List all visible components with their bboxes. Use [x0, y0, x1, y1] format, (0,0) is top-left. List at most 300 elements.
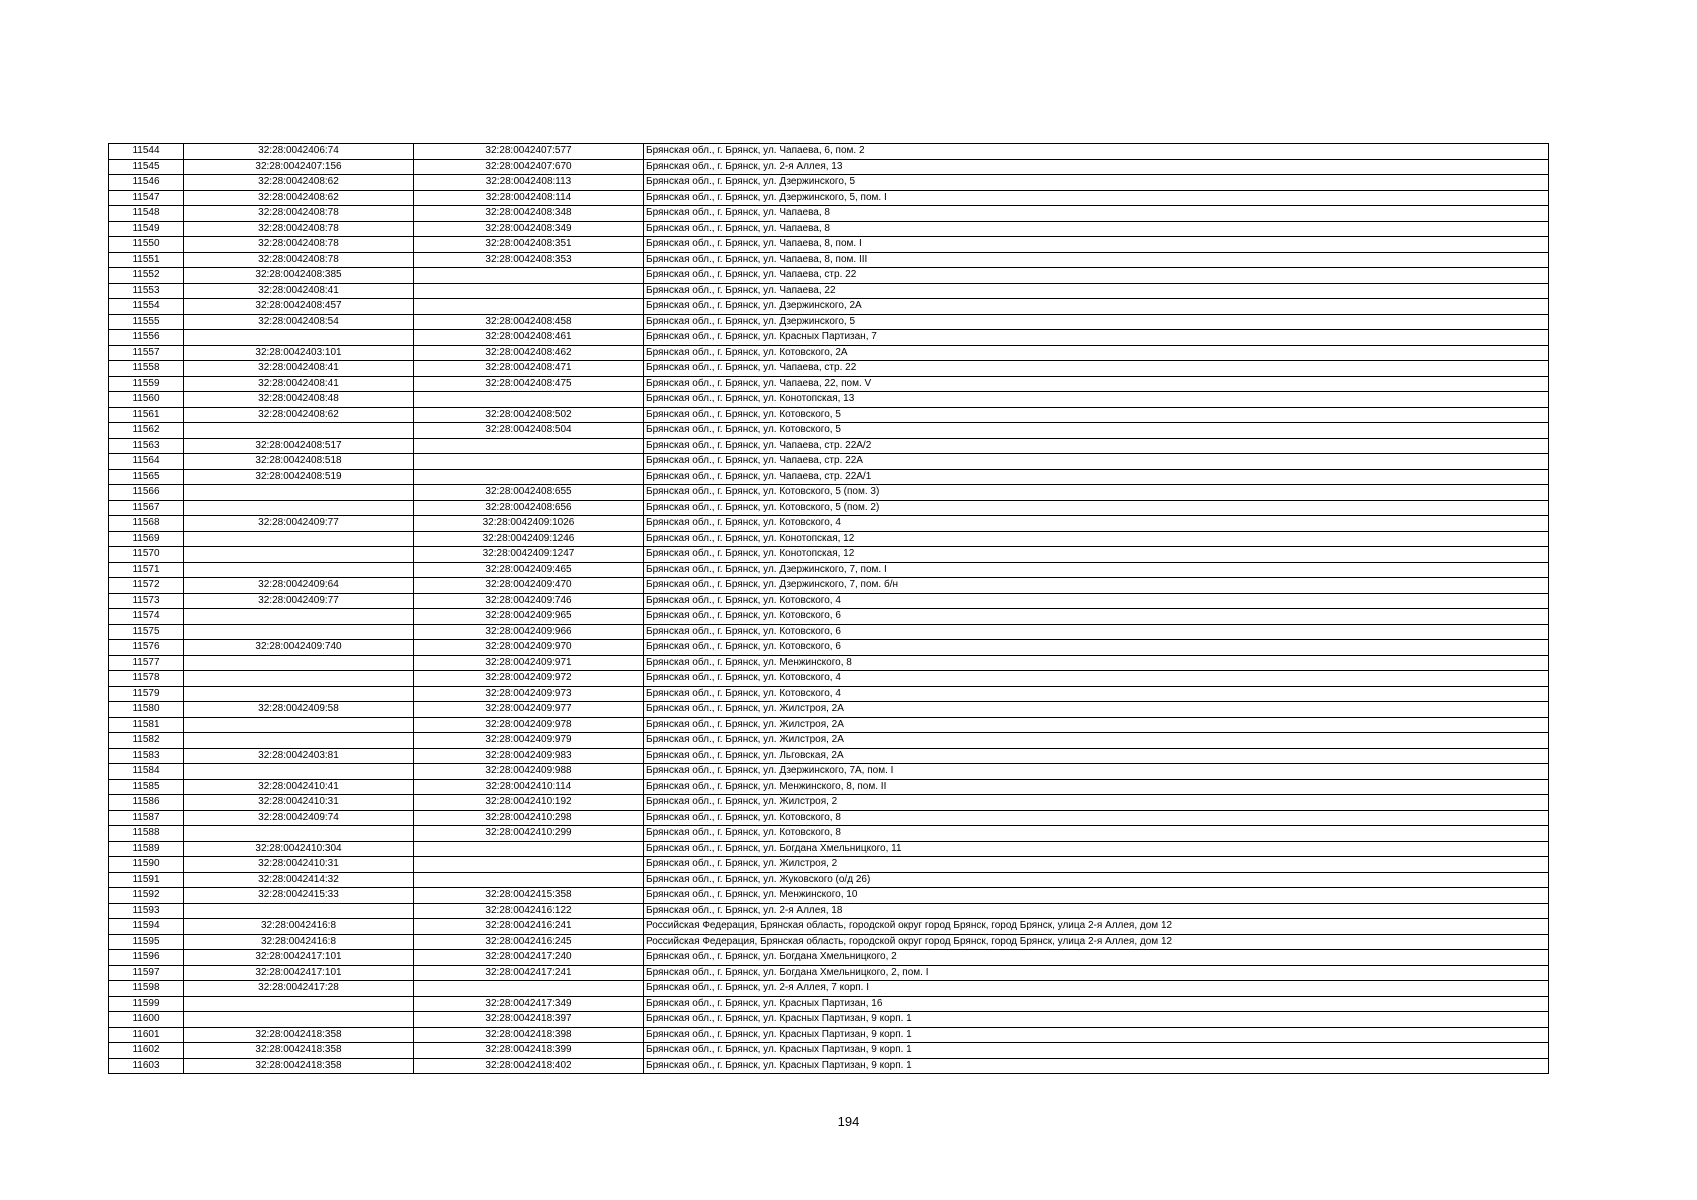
table-row: [109, 578, 1549, 594]
address-cell: Брянская обл., г. Брянск, ул. Чапаева, 8: [644, 221, 1549, 237]
parcel-cadastral-number-cell: [184, 733, 414, 749]
row-number-cell: 11553: [109, 283, 184, 299]
row-number-cell: 11565: [109, 469, 184, 485]
address-cell: Брянская обл., г. Брянск, ул. Дзержинского, 2А: [644, 299, 1549, 315]
object-cadastral-number-cell: 32:28:0042409:979: [414, 733, 644, 749]
object-cadastral-number-cell: [414, 469, 644, 485]
object-cadastral-number-cell: 32:28:0042408:471: [414, 361, 644, 377]
parcel-cadastral-number-cell: [184, 764, 414, 780]
object-cadastral-number-cell: 32:28:0042409:970: [414, 640, 644, 656]
object-cadastral-number-cell: 32:28:0042415:358: [414, 888, 644, 904]
object-cadastral-number-cell: 32:28:0042409:746: [414, 593, 644, 609]
row-number-cell: 11545: [109, 159, 184, 175]
table-row: [109, 686, 1549, 702]
address-cell: Брянская обл., г. Брянск, ул. Богдана Хмельницкого, 2: [644, 950, 1549, 966]
parcel-cadastral-number-cell: 32:28:0042409:64: [184, 578, 414, 594]
address-cell: Брянская обл., г. Брянск, ул. Котовского, 2А: [644, 345, 1549, 361]
table-row: [109, 1058, 1549, 1074]
object-cadastral-number-cell: 32:28:0042418:398: [414, 1027, 644, 1043]
parcel-cadastral-number-cell: 32:28:0042416:8: [184, 934, 414, 950]
parcel-cadastral-number-cell: 32:28:0042408:48: [184, 392, 414, 408]
row-number-cell: 11593: [109, 903, 184, 919]
address-cell: Брянская обл., г. Брянск, ул. Котовского, 5: [644, 423, 1549, 439]
row-number-cell: 11591: [109, 872, 184, 888]
address-cell: Брянская обл., г. Брянск, ул. Дзержинского, 7, пом. б/н: [644, 578, 1549, 594]
table-row: [109, 764, 1549, 780]
row-number-cell: 11580: [109, 702, 184, 718]
parcel-cadastral-number-cell: 32:28:0042410:31: [184, 795, 414, 811]
parcel-cadastral-number-cell: [184, 330, 414, 346]
row-number-cell: 11597: [109, 965, 184, 981]
object-cadastral-number-cell: [414, 857, 644, 873]
object-cadastral-number-cell: 32:28:0042417:241: [414, 965, 644, 981]
object-cadastral-number-cell: 32:28:0042410:298: [414, 810, 644, 826]
row-number-cell: 11555: [109, 314, 184, 330]
address-cell: Брянская обл., г. Брянск, ул. Чапаева, 8: [644, 206, 1549, 222]
row-number-cell: 11560: [109, 392, 184, 408]
address-cell: Брянская обл., г. Брянск, ул. Жилстроя, 2: [644, 857, 1549, 873]
address-cell: Брянская обл., г. Брянск, ул. Жуковского (о/д 26): [644, 872, 1549, 888]
table-row: [109, 903, 1549, 919]
row-number-cell: 11581: [109, 717, 184, 733]
object-cadastral-number-cell: 32:28:0042409:973: [414, 686, 644, 702]
table-row: [109, 779, 1549, 795]
row-number-cell: 11590: [109, 857, 184, 873]
row-number-cell: 11594: [109, 919, 184, 935]
address-cell: Брянская обл., г. Брянск, ул. Чапаева, стр. 22: [644, 268, 1549, 284]
object-cadastral-number-cell: 32:28:0042416:245: [414, 934, 644, 950]
table-row: [109, 516, 1549, 532]
object-cadastral-number-cell: [414, 283, 644, 299]
row-number-cell: 11576: [109, 640, 184, 656]
parcel-cadastral-number-cell: [184, 624, 414, 640]
address-cell: Брянская обл., г. Брянск, ул. Котовского, 5 (пом. 2): [644, 500, 1549, 516]
address-cell: Брянская обл., г. Брянск, ул. Чапаева, 8, пом. I: [644, 237, 1549, 253]
row-number-cell: 11559: [109, 376, 184, 392]
parcel-cadastral-number-cell: 32:28:0042408:78: [184, 206, 414, 222]
address-cell: Брянская обл., г. Брянск, ул. Котовского, 8: [644, 826, 1549, 842]
parcel-cadastral-number-cell: 32:28:0042403:101: [184, 345, 414, 361]
address-cell: Брянская обл., г. Брянск, ул. Дзержинского, 5: [644, 314, 1549, 330]
table-row: [109, 593, 1549, 609]
table-row: [109, 1043, 1549, 1059]
table-row: [109, 857, 1549, 873]
object-cadastral-number-cell: 32:28:0042416:241: [414, 919, 644, 935]
parcel-cadastral-number-cell: 32:28:0042408:41: [184, 376, 414, 392]
parcel-cadastral-number-cell: 32:28:0042407:156: [184, 159, 414, 175]
parcel-cadastral-number-cell: 32:28:0042406:74: [184, 144, 414, 160]
table-row: [109, 531, 1549, 547]
row-number-cell: 11552: [109, 268, 184, 284]
row-number-cell: 11554: [109, 299, 184, 315]
parcel-cadastral-number-cell: 32:28:0042408:41: [184, 361, 414, 377]
parcel-cadastral-number-cell: 32:28:0042408:457: [184, 299, 414, 315]
table-row: [109, 826, 1549, 842]
object-cadastral-number-cell: 32:28:0042418:402: [414, 1058, 644, 1074]
object-cadastral-number-cell: 32:28:0042417:349: [414, 996, 644, 1012]
row-number-cell: 11575: [109, 624, 184, 640]
object-cadastral-number-cell: 32:28:0042410:192: [414, 795, 644, 811]
object-cadastral-number-cell: 32:28:0042418:397: [414, 1012, 644, 1028]
object-cadastral-number-cell: 32:28:0042409:983: [414, 748, 644, 764]
object-cadastral-number-cell: [414, 872, 644, 888]
table-row: [109, 438, 1549, 454]
parcel-cadastral-number-cell: 32:28:0042417:28: [184, 981, 414, 997]
row-number-cell: 11564: [109, 454, 184, 470]
table-row: [109, 268, 1549, 284]
table-row: [109, 361, 1549, 377]
object-cadastral-number-cell: 32:28:0042409:470: [414, 578, 644, 594]
object-cadastral-number-cell: 32:28:0042408:656: [414, 500, 644, 516]
parcel-cadastral-number-cell: [184, 903, 414, 919]
object-cadastral-number-cell: 32:28:0042409:972: [414, 671, 644, 687]
object-cadastral-number-cell: [414, 392, 644, 408]
parcel-cadastral-number-cell: 32:28:0042408:62: [184, 190, 414, 206]
row-number-cell: 11601: [109, 1027, 184, 1043]
row-number-cell: 11579: [109, 686, 184, 702]
object-cadastral-number-cell: 32:28:0042408:458: [414, 314, 644, 330]
parcel-cadastral-number-cell: 32:28:0042408:518: [184, 454, 414, 470]
table-row: [109, 469, 1549, 485]
parcel-cadastral-number-cell: 32:28:0042414:32: [184, 872, 414, 888]
object-cadastral-number-cell: 32:28:0042409:1026: [414, 516, 644, 532]
table-row: [109, 810, 1549, 826]
table-row: [109, 888, 1549, 904]
address-cell: Брянская обл., г. Брянск, ул. Чапаева, 22: [644, 283, 1549, 299]
table-row: [109, 283, 1549, 299]
row-number-cell: 11556: [109, 330, 184, 346]
address-cell: Российская Федерация, Брянская область, городской округ город Брянск, город Брянск, улица 2-я Аллея, дом 12: [644, 919, 1549, 935]
address-cell: Брянская обл., г. Брянск, ул. Котовского, 4: [644, 686, 1549, 702]
address-cell: Брянская обл., г. Брянск, ул. Дзержинского, 7, пом. I: [644, 562, 1549, 578]
row-number-cell: 11566: [109, 485, 184, 501]
object-cadastral-number-cell: [414, 438, 644, 454]
table-row: [109, 547, 1549, 563]
parcel-cadastral-number-cell: 32:28:0042408:62: [184, 407, 414, 423]
row-number-cell: 11567: [109, 500, 184, 516]
table-row: [109, 221, 1549, 237]
address-cell: Брянская обл., г. Брянск, ул. Жилстроя, 2А: [644, 733, 1549, 749]
address-cell: Брянская обл., г. Брянск, ул. Дзержинского, 5: [644, 175, 1549, 191]
table-row: [109, 1012, 1549, 1028]
object-cadastral-number-cell: 32:28:0042409:966: [414, 624, 644, 640]
object-cadastral-number-cell: 32:28:0042407:670: [414, 159, 644, 175]
table-row: [109, 376, 1549, 392]
address-cell: Брянская обл., г. Брянск, ул. Чапаева, стр. 22А/2: [644, 438, 1549, 454]
row-number-cell: 11592: [109, 888, 184, 904]
address-cell: Брянская обл., г. Брянск, ул. 2-я Аллея, 18: [644, 903, 1549, 919]
row-number-cell: 11548: [109, 206, 184, 222]
address-cell: Брянская обл., г. Брянск, ул. Красных Партизан, 7: [644, 330, 1549, 346]
parcel-cadastral-number-cell: 32:28:0042408:78: [184, 221, 414, 237]
parcel-cadastral-number-cell: [184, 547, 414, 563]
table-row: [109, 562, 1549, 578]
parcel-cadastral-number-cell: 32:28:0042408:54: [184, 314, 414, 330]
address-cell: Брянская обл., г. Брянск, ул. Чапаева, 22, пом. V: [644, 376, 1549, 392]
address-cell: Брянская обл., г. Брянск, ул. Котовского, 6: [644, 609, 1549, 625]
row-number-cell: 11587: [109, 810, 184, 826]
object-cadastral-number-cell: 32:28:0042408:461: [414, 330, 644, 346]
row-number-cell: 11570: [109, 547, 184, 563]
parcel-cadastral-number-cell: [184, 562, 414, 578]
parcel-cadastral-number-cell: [184, 485, 414, 501]
table-row: [109, 206, 1549, 222]
address-cell: Брянская обл., г. Брянск, ул. Чапаева, 6, пом. 2: [644, 144, 1549, 160]
row-number-cell: 11603: [109, 1058, 184, 1074]
row-number-cell: 11589: [109, 841, 184, 857]
parcel-cadastral-number-cell: 32:28:0042409:74: [184, 810, 414, 826]
address-cell: Брянская обл., г. Брянск, ул. 2-я Аллея, 13: [644, 159, 1549, 175]
address-cell: Брянская обл., г. Брянск, ул. Чапаева, стр. 22: [644, 361, 1549, 377]
object-cadastral-number-cell: 32:28:0042408:353: [414, 252, 644, 268]
row-number-cell: 11568: [109, 516, 184, 532]
address-cell: Брянская обл., г. Брянск, ул. Чапаева, стр. 22А: [644, 454, 1549, 470]
table-row: [109, 841, 1549, 857]
table-row: [109, 717, 1549, 733]
table-row: [109, 748, 1549, 764]
row-number-cell: 11600: [109, 1012, 184, 1028]
table-row: [109, 655, 1549, 671]
address-cell: Брянская обл., г. Брянск, ул. Богдана Хмельницкого, 2, пом. I: [644, 965, 1549, 981]
address-cell: Брянская обл., г. Брянск, ул. Чапаева, стр. 22А/1: [644, 469, 1549, 485]
table-row: [109, 624, 1549, 640]
row-number-cell: 11572: [109, 578, 184, 594]
address-cell: Брянская обл., г. Брянск, ул. Котовского, 4: [644, 593, 1549, 609]
row-number-cell: 11562: [109, 423, 184, 439]
object-cadastral-number-cell: 32:28:0042410:114: [414, 779, 644, 795]
object-cadastral-number-cell: 32:28:0042409:465: [414, 562, 644, 578]
address-cell: Брянская обл., г. Брянск, ул. Красных Партизан, 9 корп. 1: [644, 1027, 1549, 1043]
address-cell: Брянская обл., г. Брянск, ул. Конотопская, 12: [644, 531, 1549, 547]
object-cadastral-number-cell: 32:28:0042408:114: [414, 190, 644, 206]
object-cadastral-number-cell: 32:28:0042409:977: [414, 702, 644, 718]
address-cell: Брянская обл., г. Брянск, ул. Конотопская, 12: [644, 547, 1549, 563]
table-row: [109, 981, 1549, 997]
property-register-table: [108, 143, 1549, 1074]
object-cadastral-number-cell: 32:28:0042408:113: [414, 175, 644, 191]
table-row: [109, 190, 1549, 206]
table-row: [109, 314, 1549, 330]
table-row: [109, 934, 1549, 950]
row-number-cell: 11547: [109, 190, 184, 206]
row-number-cell: 11551: [109, 252, 184, 268]
parcel-cadastral-number-cell: [184, 531, 414, 547]
table-row: [109, 345, 1549, 361]
address-cell: Брянская обл., г. Брянск, ул. Льговская, 2А: [644, 748, 1549, 764]
row-number-cell: 11544: [109, 144, 184, 160]
page-number: 194: [837, 1114, 860, 1129]
row-number-cell: 11563: [109, 438, 184, 454]
address-cell: Брянская обл., г. Брянск, ул. Котовского, 6: [644, 640, 1549, 656]
parcel-cadastral-number-cell: 32:28:0042409:77: [184, 593, 414, 609]
address-cell: Брянская обл., г. Брянск, ул. Котовского, 5 (пом. 3): [644, 485, 1549, 501]
row-number-cell: 11583: [109, 748, 184, 764]
address-cell: Брянская обл., г. Брянск, ул. Дзержинского, 7А, пом. I: [644, 764, 1549, 780]
table-row: [109, 965, 1549, 981]
table-row: [109, 500, 1549, 516]
object-cadastral-number-cell: [414, 299, 644, 315]
row-number-cell: 11549: [109, 221, 184, 237]
address-cell: Брянская обл., г. Брянск, ул. Красных Партизан, 9 корп. 1: [644, 1012, 1549, 1028]
object-cadastral-number-cell: 32:28:0042408:348: [414, 206, 644, 222]
object-cadastral-number-cell: 32:28:0042418:399: [414, 1043, 644, 1059]
address-cell: Брянская обл., г. Брянск, ул. Жилстроя, 2: [644, 795, 1549, 811]
parcel-cadastral-number-cell: 32:28:0042409:77: [184, 516, 414, 532]
table-row: [109, 1027, 1549, 1043]
address-cell: Брянская обл., г. Брянск, ул. Красных Партизан, 9 корп. 1: [644, 1043, 1549, 1059]
table-row: [109, 237, 1549, 253]
object-cadastral-number-cell: 32:28:0042409:971: [414, 655, 644, 671]
table-row: [109, 872, 1549, 888]
row-number-cell: 11578: [109, 671, 184, 687]
table-row: [109, 175, 1549, 191]
row-number-cell: 11546: [109, 175, 184, 191]
row-number-cell: 11571: [109, 562, 184, 578]
object-cadastral-number-cell: [414, 268, 644, 284]
parcel-cadastral-number-cell: 32:28:0042417:101: [184, 965, 414, 981]
parcel-cadastral-number-cell: 32:28:0042408:41: [184, 283, 414, 299]
table-row: [109, 159, 1549, 175]
parcel-cadastral-number-cell: [184, 655, 414, 671]
address-cell: Брянская обл., г. Брянск, ул. Менжинского, 8: [644, 655, 1549, 671]
object-cadastral-number-cell: 32:28:0042407:577: [414, 144, 644, 160]
row-number-cell: 11602: [109, 1043, 184, 1059]
row-number-cell: 11596: [109, 950, 184, 966]
row-number-cell: 11588: [109, 826, 184, 842]
row-number-cell: 11585: [109, 779, 184, 795]
table-body: [109, 144, 1549, 1074]
address-cell: Брянская обл., г. Брянск, ул. Чапаева, 8, пом. III: [644, 252, 1549, 268]
row-number-cell: 11557: [109, 345, 184, 361]
address-cell: Брянская обл., г. Брянск, ул. Менжинского, 10: [644, 888, 1549, 904]
object-cadastral-number-cell: [414, 454, 644, 470]
table-row: [109, 330, 1549, 346]
address-cell: Брянская обл., г. Брянск, ул. Котовского, 5: [644, 407, 1549, 423]
row-number-cell: 11599: [109, 996, 184, 1012]
parcel-cadastral-number-cell: 32:28:0042410:31: [184, 857, 414, 873]
parcel-cadastral-number-cell: 32:28:0042418:358: [184, 1058, 414, 1074]
row-number-cell: 11558: [109, 361, 184, 377]
row-number-cell: 11584: [109, 764, 184, 780]
row-number-cell: 11561: [109, 407, 184, 423]
parcel-cadastral-number-cell: [184, 996, 414, 1012]
object-cadastral-number-cell: 32:28:0042409:978: [414, 717, 644, 733]
parcel-cadastral-number-cell: 32:28:0042416:8: [184, 919, 414, 935]
table-row: [109, 919, 1549, 935]
row-number-cell: 11577: [109, 655, 184, 671]
table-row: [109, 392, 1549, 408]
parcel-cadastral-number-cell: 32:28:0042410:304: [184, 841, 414, 857]
object-cadastral-number-cell: 32:28:0042417:240: [414, 950, 644, 966]
row-number-cell: 11550: [109, 237, 184, 253]
object-cadastral-number-cell: [414, 841, 644, 857]
address-cell: Брянская обл., г. Брянск, ул. Жилстроя, 2А: [644, 702, 1549, 718]
parcel-cadastral-number-cell: [184, 423, 414, 439]
parcel-cadastral-number-cell: 32:28:0042410:41: [184, 779, 414, 795]
object-cadastral-number-cell: 32:28:0042409:965: [414, 609, 644, 625]
parcel-cadastral-number-cell: [184, 671, 414, 687]
object-cadastral-number-cell: 32:28:0042408:349: [414, 221, 644, 237]
table-row: [109, 423, 1549, 439]
object-cadastral-number-cell: 32:28:0042409:1246: [414, 531, 644, 547]
table-row: [109, 702, 1549, 718]
parcel-cadastral-number-cell: 32:28:0042408:385: [184, 268, 414, 284]
table-row: [109, 485, 1549, 501]
row-number-cell: 11598: [109, 981, 184, 997]
address-cell: Брянская обл., г. Брянск, ул. Котовского, 6: [644, 624, 1549, 640]
parcel-cadastral-number-cell: 32:28:0042403:81: [184, 748, 414, 764]
object-cadastral-number-cell: 32:28:0042408:351: [414, 237, 644, 253]
address-cell: Брянская обл., г. Брянск, ул. Котовского, 4: [644, 516, 1549, 532]
object-cadastral-number-cell: 32:28:0042410:299: [414, 826, 644, 842]
parcel-cadastral-number-cell: 32:28:0042408:62: [184, 175, 414, 191]
parcel-cadastral-number-cell: [184, 686, 414, 702]
parcel-cadastral-number-cell: 32:28:0042409:58: [184, 702, 414, 718]
object-cadastral-number-cell: 32:28:0042409:1247: [414, 547, 644, 563]
parcel-cadastral-number-cell: 32:28:0042418:358: [184, 1043, 414, 1059]
parcel-cadastral-number-cell: [184, 609, 414, 625]
object-cadastral-number-cell: 32:28:0042409:988: [414, 764, 644, 780]
table-row: [109, 609, 1549, 625]
parcel-cadastral-number-cell: 32:28:0042415:33: [184, 888, 414, 904]
row-number-cell: 11573: [109, 593, 184, 609]
address-cell: Брянская обл., г. Брянск, ул. Дзержинского, 5, пом. I: [644, 190, 1549, 206]
address-cell: Брянская обл., г. Брянск, ул. Красных Партизан, 9 корп. 1: [644, 1058, 1549, 1074]
table-row: [109, 454, 1549, 470]
parcel-cadastral-number-cell: 32:28:0042408:517: [184, 438, 414, 454]
parcel-cadastral-number-cell: 32:28:0042418:358: [184, 1027, 414, 1043]
row-number-cell: 11582: [109, 733, 184, 749]
object-cadastral-number-cell: 32:28:0042408:462: [414, 345, 644, 361]
parcel-cadastral-number-cell: 32:28:0042408:519: [184, 469, 414, 485]
object-cadastral-number-cell: 32:28:0042416:122: [414, 903, 644, 919]
parcel-cadastral-number-cell: [184, 1012, 414, 1028]
table-row: [109, 733, 1549, 749]
object-cadastral-number-cell: 32:28:0042408:504: [414, 423, 644, 439]
address-cell: Брянская обл., г. Брянск, ул. Котовского, 4: [644, 671, 1549, 687]
table-row: [109, 252, 1549, 268]
row-number-cell: 11586: [109, 795, 184, 811]
row-number-cell: 11574: [109, 609, 184, 625]
parcel-cadastral-number-cell: 32:28:0042408:78: [184, 237, 414, 253]
address-cell: Брянская обл., г. Брянск, ул. Богдана Хмельницкого, 11: [644, 841, 1549, 857]
address-cell: Брянская обл., г. Брянск, ул. Менжинского, 8, пом. II: [644, 779, 1549, 795]
address-cell: Брянская обл., г. Брянск, ул. Красных Партизан, 16: [644, 996, 1549, 1012]
object-cadastral-number-cell: 32:28:0042408:475: [414, 376, 644, 392]
table-row: [109, 950, 1549, 966]
parcel-cadastral-number-cell: [184, 826, 414, 842]
object-cadastral-number-cell: [414, 981, 644, 997]
address-cell: Брянская обл., г. Брянск, ул. Жилстроя, 2А: [644, 717, 1549, 733]
parcel-cadastral-number-cell: [184, 500, 414, 516]
address-cell: Российская Федерация, Брянская область, городской округ город Брянск, город Брянск, улица 2-я Аллея, дом 12: [644, 934, 1549, 950]
object-cadastral-number-cell: 32:28:0042408:502: [414, 407, 644, 423]
object-cadastral-number-cell: 32:28:0042408:655: [414, 485, 644, 501]
table-row: [109, 299, 1549, 315]
table-row: [109, 144, 1549, 160]
address-cell: Брянская обл., г. Брянск, ул. Котовского, 8: [644, 810, 1549, 826]
table-row: [109, 640, 1549, 656]
parcel-cadastral-number-cell: 32:28:0042408:78: [184, 252, 414, 268]
parcel-cadastral-number-cell: 32:28:0042417:101: [184, 950, 414, 966]
table-row: [109, 795, 1549, 811]
table-row: [109, 996, 1549, 1012]
parcel-cadastral-number-cell: [184, 717, 414, 733]
row-number-cell: 11595: [109, 934, 184, 950]
address-cell: Брянская обл., г. Брянск, ул. 2-я Аллея, 7 корп. I: [644, 981, 1549, 997]
table-row: [109, 407, 1549, 423]
row-number-cell: 11569: [109, 531, 184, 547]
